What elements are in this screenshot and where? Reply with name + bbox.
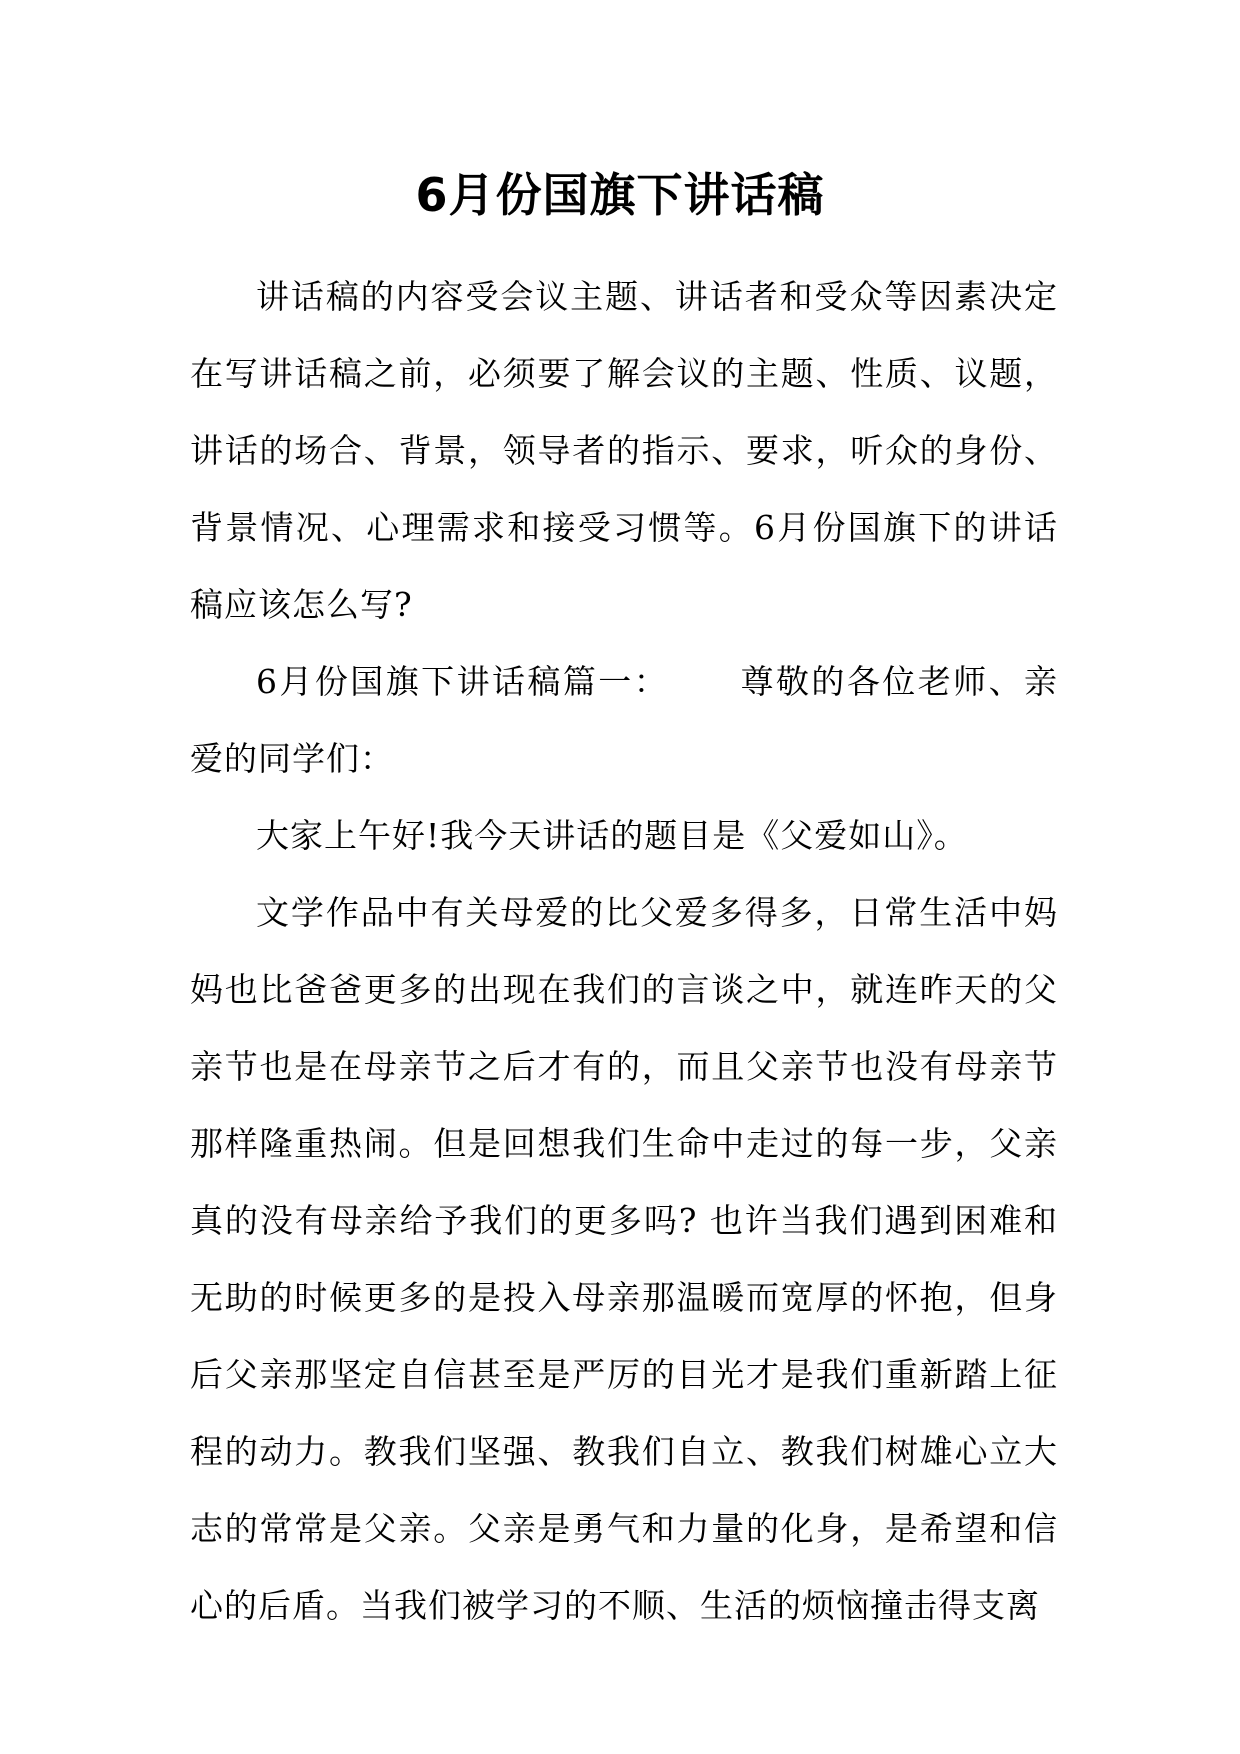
main-paragraph: 文学作品中有关母爱的比父爱多得多，日常生活中妈妈也比爸爸更多的出现在我们的言谈之中，就连昨天的父亲节也是在母亲节之后才有的，而且父亲节也没有母亲节那样隆重热闹。但是回想我们生命中走过的每一步，父亲真的没有母亲给予我们的更多吗? 也许当我们遇到困难和无助的时候更多的是投入母亲那温暖而宽厚的怀抱，但身后父亲那坚定自信甚至是严厉的目光才是我们重新踏上征程的动力。教我们坚强、教我们自立、教我们树雄心立大志的常常是父亲。父亲是勇气和力量的化身，是希望和信心的后盾。当我们被学习的不顺、生活的烦恼撞击得支离: [190, 893, 1058, 1625]
greeting-paragraph: 大家上午好!我今天讲话的题目是《父爱如山》。: [256, 816, 968, 855]
section-heading: 6月份国旗下讲话稿篇一：: [256, 662, 670, 701]
section-paragraph: [190, 643, 1058, 797]
salutation: 尊敬的各位老师、亲爱的同学们：: [190, 662, 1058, 778]
intro-paragraph: 讲话稿的内容受会议主题、讲话者和受众等因素决定在写讲话稿之前，必须要了解会议的主题、性质、议题，讲话的场合、背景，领导者的指示、要求，听众的身份、背景情况、心理需求和接受习惯等。6月份国旗下的讲话稿应该怎么写?: [190, 277, 1058, 624]
document-title: 6月份国旗下讲话稿: [415, 168, 825, 222]
document-body: [190, 258, 1058, 1644]
